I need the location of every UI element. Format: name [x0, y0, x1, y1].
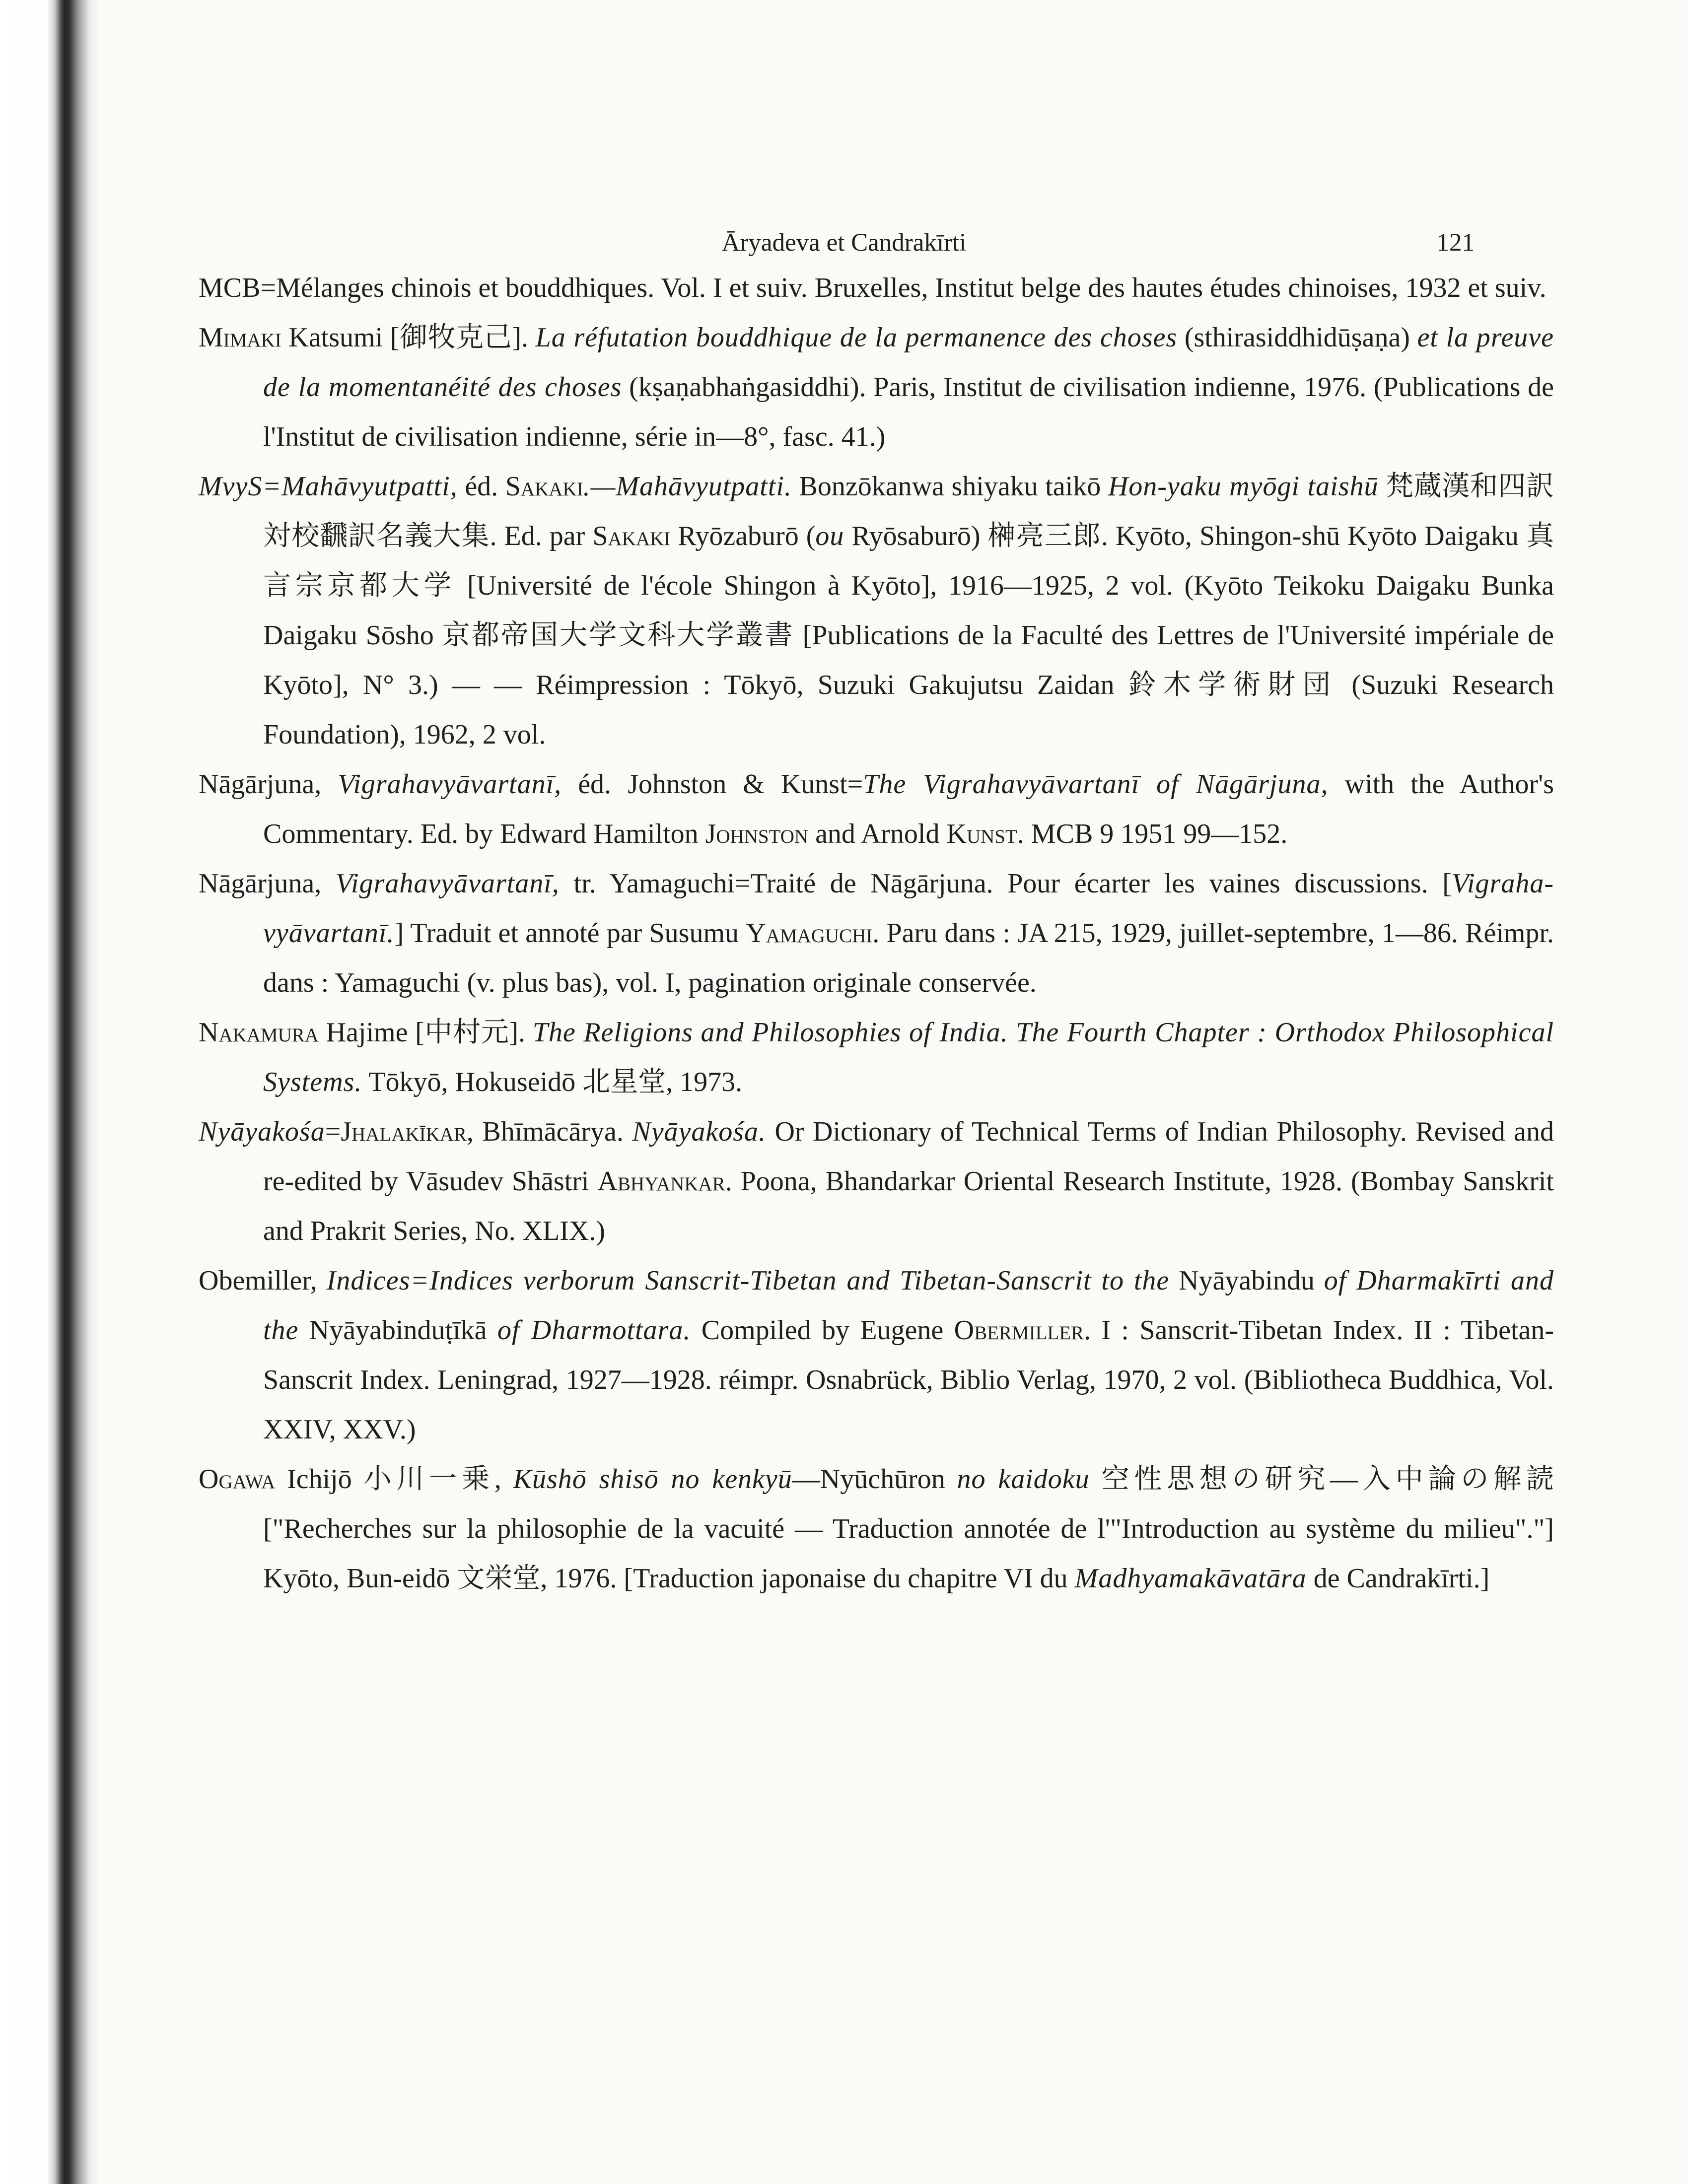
bibliography-entry-ogawa: Ogawa Ichijō 小川一乗, Kūshō shisō no kenkyū—Nyūchūron no kaidoku 空性思想の研究—入中論の解読 ["Recherches sur la philosophie de la vacuité — Traduction annotée de l'"Introduction au système du milieu"."] Kyōto, Bun-eidō 文栄堂, 1976. [Traduction japonaise du chapitre VI du Madhyamakāvatāra de Candrakīrti.] — [199, 1464, 1554, 1594]
running-header — [199, 218, 1489, 263]
bibliography-entry-nagarjuna-yamaguchi: Nāgārjuna, Vigrahavyāvartanī, tr. Yamaguchi=Traité de Nāgārjuna. Pour écarter les vaines discussions. [Vigraha-vyāvartanī.] Traduit et annoté par Susumu Yamaguchi. Paru dans : JA 215, 1929, juillet-septembre, 1—86. Réimpr. dans : Yamaguchi (v. plus bas), vol. I, pagination originale conservée. — [199, 868, 1554, 998]
page-number: 121 — [1436, 229, 1475, 257]
bibliography-entry-nyayakosa: Nyāyakośa=Jhalakīkar, Bhīmācārya. Nyāyakośa. Or Dictionary of Technical Terms of Indian Philosophy. Revised and re-edited by Vāsudev Shāstri Abhyankar. Poona, Bhandarkar Oriental Research Institute, 1928. (Bombay Sanskrit and Prakrit Series, No. XLIX.) — [199, 1116, 1554, 1246]
page — [199, 218, 1554, 1603]
bibliography-entry-nagarjuna-johnston: Nāgārjuna, Vigrahavyāvartanī, éd. Johnston & Kunst=The Vigrahavyāvartanī of Nāgārjuna, with the Author's Commentary. Ed. by Edward Hamilton Johnston and Arnold Kunst. MCB 9 1951 99—152. — [199, 769, 1554, 849]
scan-binding-edge — [0, 0, 99, 2184]
bibliography-entry-mimaki: Mimaki Katsumi [御牧克己]. La réfutation bouddhique de la permanence des choses (sthirasiddhidūṣaṇa) et la preuve de la momentanéité des choses (kṣaṇabhaṅgasiddhi). Paris, Institut de civilisation indienne, 1976. (Publications de l'Institut de civilisation indienne, série in—8°, fasc. 41.) — [199, 322, 1554, 452]
bibliography-entry-mvys: MvyS=Mahāvyutpatti, éd. Sakaki.—Mahāvyutpatti. Bonzōkanwa shiyaku taikō Hon-yaku myōgi taishū 梵蔵漢和四訳対校飜訳名義大集. Ed. par Sakaki Ryōzaburō (ou Ryōsaburō) 榊亮三郎. Kyōto, Shingon-shū Kyōto Daigaku 真言宗京都大学 [Université de l'école Shingon à Kyōto], 1916—1925, 2 vol. (Kyōto Teikoku Daigaku Bunka Daigaku Sōsho 京都帝国大学文科大学叢書 [Publications de la Faculté des Lettres de l'Université impériale de Kyōto], N° 3.) — — Réimpression : Tōkyō, Suzuki Gakujutsu Zaidan 鈴木学術財団 (Suzuki Research Foundation), 1962, 2 vol. — [199, 471, 1554, 750]
bibliography-entry-obermiller: Obemiller, Indices=Indices verborum Sanscrit-Tibetan and Tibetan-Sanscrit to the Nyāyabindu of Dharmakīrti and the Nyāyabinduṭīkā of Dharmottara. Compiled by Eugene Obermiller. I : Sanscrit-Tibetan Index. II : Tibetan-Sanscrit Index. Leningrad, 1927—1928. réimpr. Osnabrück, Biblio Verlag, 1970, 2 vol. (Bibliotheca Buddhica, Vol. XXIV, XXV.) — [199, 1265, 1554, 1445]
bibliography-entry-mcb: MCB=Mélanges chinois et bouddhiques. Vol. I et suiv. Bruxelles, Institut belge des hautes études chinoises, 1932 et suiv. — [199, 273, 1547, 303]
bibliography-entry-nakamura: Nakamura Hajime [中村元]. The Religions and Philosophies of India. The Fourth Chapter : Orthodox Philosophical Systems. Tōkyō, Hokuseidō 北星堂, 1973. — [199, 1017, 1554, 1097]
running-title: Āryadeva et Candrakīrti — [721, 229, 967, 257]
